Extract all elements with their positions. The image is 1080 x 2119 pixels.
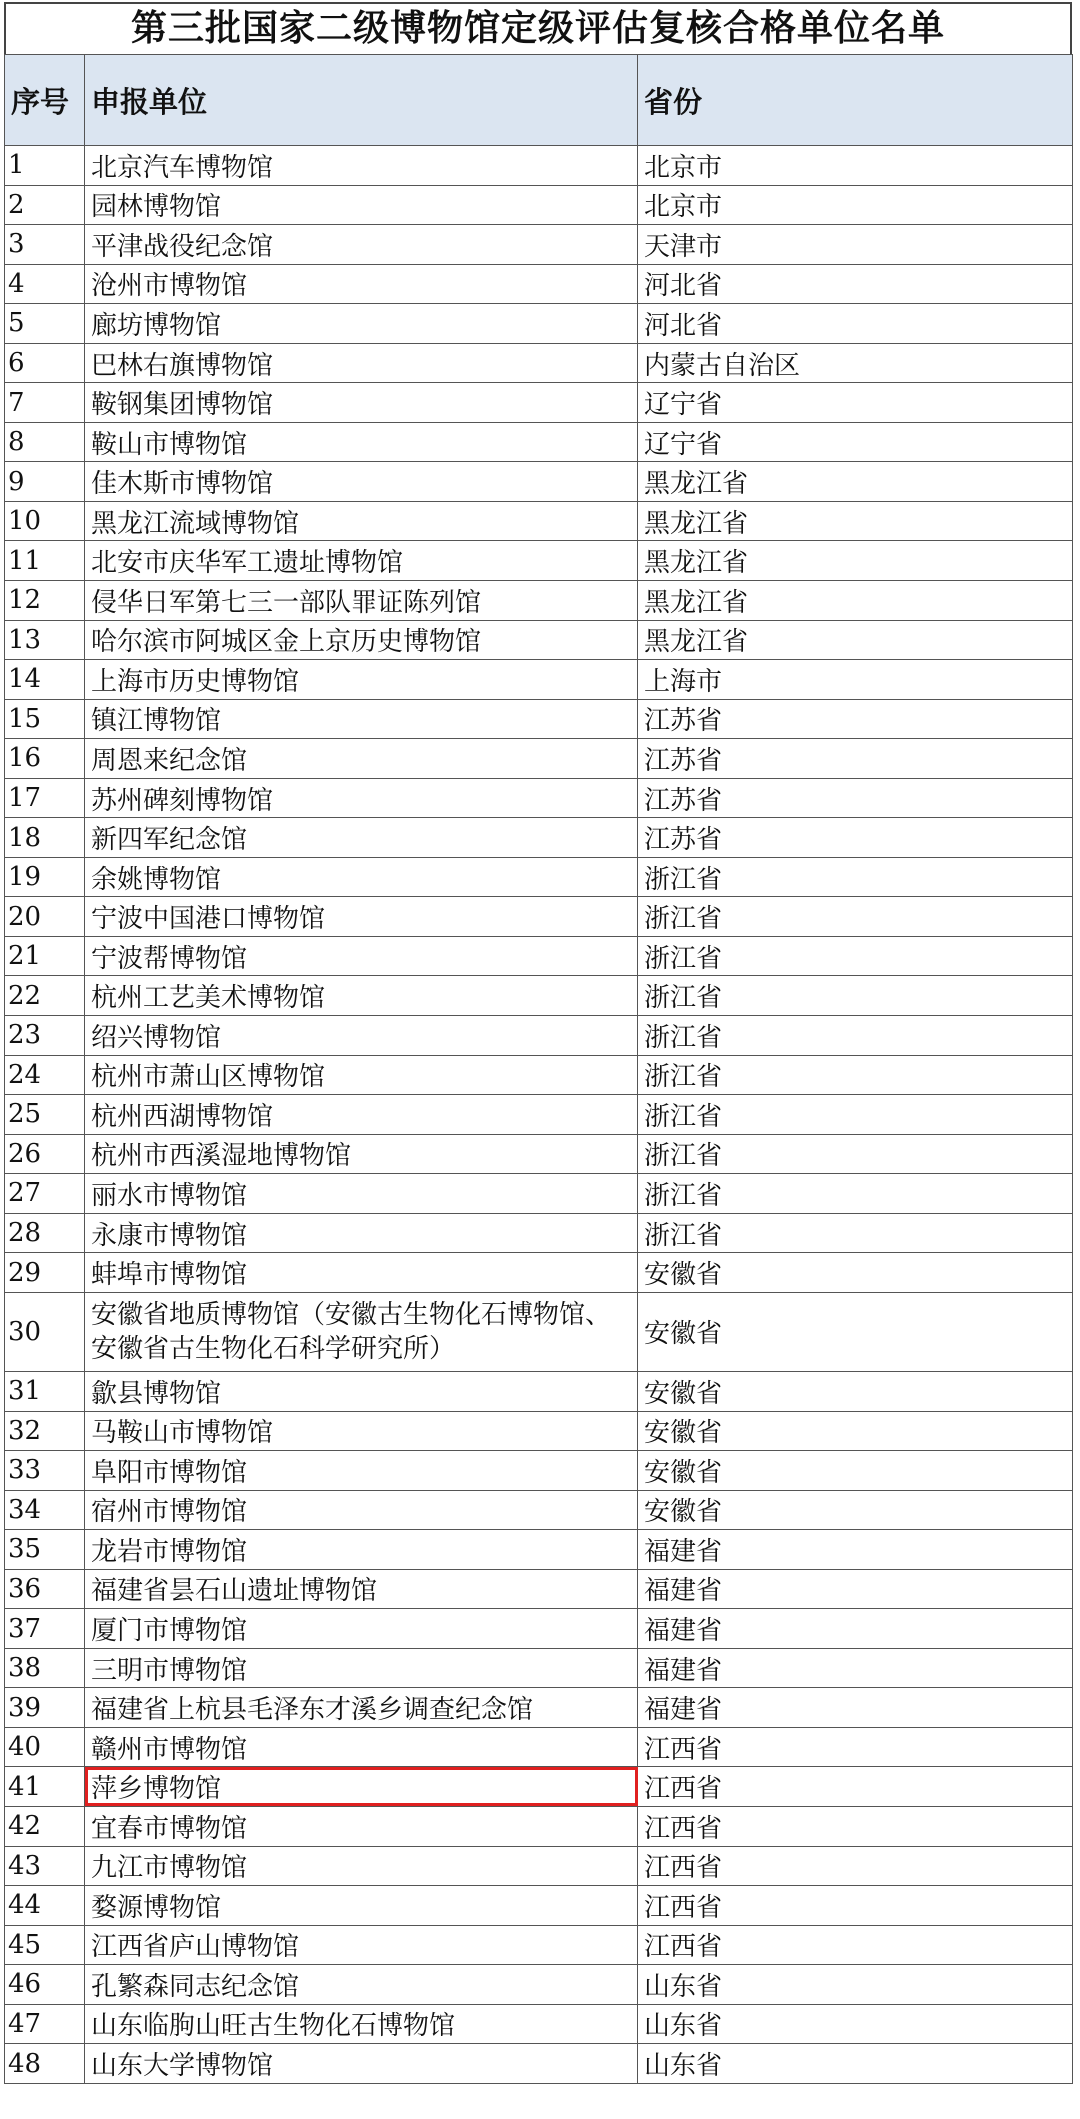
cell-province: 山东省 [638,2004,1073,2044]
table-row [5,699,1073,739]
cell-unit: 马鞍山市博物馆 [85,1411,638,1451]
cell-unit: 安徽省地质博物馆（安徽古生物化石博物馆、安徽省古生物化石科学研究所） [85,1292,638,1371]
table-row [5,264,1073,304]
cell-province: 安徽省 [638,1292,1073,1371]
cell-index: 17 [5,778,85,818]
cell-province: 山东省 [638,1965,1073,2005]
table-row [5,2004,1073,2044]
table-row [5,1767,1073,1807]
cell-unit: 佳木斯市博物馆 [85,462,638,502]
cell-index: 41 [5,1767,85,1807]
table-row [5,1292,1073,1371]
table-row [5,1253,1073,1293]
cell-index: 8 [5,422,85,462]
cell-unit: 杭州市西溪湿地博物馆 [85,1134,638,1174]
cell-unit: 厦门市博物馆 [85,1609,638,1649]
table-row [5,1490,1073,1530]
cell-index: 21 [5,936,85,976]
table-row [5,1213,1073,1253]
cell-index: 42 [5,1806,85,1846]
cell-province: 山东省 [638,2044,1073,2084]
cell-unit: 鞍钢集团博物馆 [85,383,638,423]
cell-province: 黑龙江省 [638,462,1073,502]
table-row [5,185,1073,225]
cell-unit: 沧州市博物馆 [85,264,638,304]
table-row [5,1569,1073,1609]
cell-unit: 哈尔滨市阿城区金上京历史博物馆 [85,620,638,660]
cell-province: 江苏省 [638,818,1073,858]
cell-province: 浙江省 [638,1134,1073,1174]
cell-index: 37 [5,1609,85,1649]
cell-province: 浙江省 [638,976,1073,1016]
cell-province: 安徽省 [638,1253,1073,1293]
cell-index: 20 [5,897,85,937]
cell-unit: 永康市博物馆 [85,1213,638,1253]
cell-province: 北京市 [638,185,1073,225]
cell-province: 辽宁省 [638,422,1073,462]
cell-unit: 宁波帮博物馆 [85,936,638,976]
cell-province: 浙江省 [638,1016,1073,1056]
cell-unit: 苏州碑刻博物馆 [85,778,638,818]
cell-unit: 北安市庆华军工遗址博物馆 [85,541,638,581]
cell-index: 44 [5,1886,85,1926]
cell-province: 浙江省 [638,1213,1073,1253]
table-row [5,501,1073,541]
cell-province: 黑龙江省 [638,620,1073,660]
cell-unit: 园林博物馆 [85,185,638,225]
cell-province: 北京市 [638,146,1073,186]
table-row [5,383,1073,423]
cell-index: 10 [5,501,85,541]
cell-index: 12 [5,581,85,621]
cell-unit: 上海市历史博物馆 [85,660,638,700]
table-row [5,1411,1073,1451]
table-row [5,1134,1073,1174]
cell-unit: 镇江博物馆 [85,699,638,739]
cell-index: 9 [5,462,85,502]
table-row [5,1688,1073,1728]
cell-index: 23 [5,1016,85,1056]
cell-index: 3 [5,225,85,265]
cell-province: 河北省 [638,304,1073,344]
cell-index: 39 [5,1688,85,1728]
cell-province: 江苏省 [638,778,1073,818]
cell-unit: 福建省昙石山遗址博物馆 [85,1569,638,1609]
cell-index: 40 [5,1727,85,1767]
table-row [5,1727,1073,1767]
cell-province: 浙江省 [638,936,1073,976]
cell-index: 30 [5,1292,85,1371]
table-row [5,462,1073,502]
cell-unit: 九江市博物馆 [85,1846,638,1886]
cell-unit: 赣州市博物馆 [85,1727,638,1767]
cell-index: 28 [5,1213,85,1253]
table-row [5,422,1073,462]
cell-province: 黑龙江省 [638,501,1073,541]
table-row [5,581,1073,621]
cell-index: 22 [5,976,85,1016]
table-row [5,778,1073,818]
cell-index: 24 [5,1055,85,1095]
cell-unit: 丽水市博物馆 [85,1174,638,1214]
cell-index: 14 [5,660,85,700]
cell-province: 江苏省 [638,739,1073,779]
table-row [5,1055,1073,1095]
cell-province: 天津市 [638,225,1073,265]
cell-unit: 黑龙江流域博物馆 [85,501,638,541]
cell-province: 江西省 [638,1925,1073,1965]
cell-unit: 山东大学博物馆 [85,2044,638,2084]
cell-unit: 婺源博物馆 [85,1886,638,1926]
table-row [5,1648,1073,1688]
cell-unit: 福建省上杭县毛泽东才溪乡调查纪念馆 [85,1688,638,1728]
cell-province: 辽宁省 [638,383,1073,423]
table-row [5,1095,1073,1135]
cell-province: 江西省 [638,1806,1073,1846]
cell-province: 河北省 [638,264,1073,304]
cell-province: 福建省 [638,1688,1073,1728]
cell-province: 安徽省 [638,1371,1073,1411]
cell-unit: 新四军纪念馆 [85,818,638,858]
cell-province: 安徽省 [638,1411,1073,1451]
cell-province: 黑龙江省 [638,541,1073,581]
cell-index: 18 [5,818,85,858]
cell-index: 11 [5,541,85,581]
cell-province: 上海市 [638,660,1073,700]
table-row [5,225,1073,265]
cell-province: 江西省 [638,1727,1073,1767]
table-body [5,146,1073,2084]
cell-index: 1 [5,146,85,186]
table-row [5,1609,1073,1649]
table-row [5,1965,1073,2005]
cell-province: 浙江省 [638,1095,1073,1135]
cell-province: 浙江省 [638,1174,1073,1214]
cell-index: 38 [5,1648,85,1688]
table-row [5,1806,1073,1846]
cell-unit: 三明市博物馆 [85,1648,638,1688]
cell-index: 19 [5,857,85,897]
cell-index: 15 [5,699,85,739]
cell-unit: 山东临朐山旺古生物化石博物馆 [85,2004,638,2044]
table-row [5,146,1073,186]
cell-unit: 侵华日军第七三一部队罪证陈列馆 [85,581,638,621]
cell-index: 35 [5,1530,85,1570]
cell-unit: 宜春市博物馆 [85,1806,638,1846]
cell-index: 13 [5,620,85,660]
cell-unit: 杭州工艺美术博物馆 [85,976,638,1016]
header-unit: 申报单位 [85,55,638,146]
cell-index: 34 [5,1490,85,1530]
cell-province: 福建省 [638,1609,1073,1649]
table-row [5,620,1073,660]
cell-index: 48 [5,2044,85,2084]
cell-unit: 平津战役纪念馆 [85,225,638,265]
cell-unit: 巴林右旗博物馆 [85,343,638,383]
cell-unit: 歙县博物馆 [85,1371,638,1411]
table-row [5,1530,1073,1570]
cell-unit: 杭州西湖博物馆 [85,1095,638,1135]
cell-unit: 萍乡博物馆 [85,1767,638,1807]
table-row [5,739,1073,779]
cell-province: 内蒙古自治区 [638,343,1073,383]
cell-index: 33 [5,1451,85,1491]
cell-unit: 北京汽车博物馆 [85,146,638,186]
museum-table [4,54,1073,2084]
cell-unit: 杭州市萧山区博物馆 [85,1055,638,1095]
table-row [5,1846,1073,1886]
cell-index: 6 [5,343,85,383]
table-row [5,936,1073,976]
cell-index: 32 [5,1411,85,1451]
table-row [5,541,1073,581]
cell-province: 安徽省 [638,1490,1073,1530]
cell-unit: 周恩来纪念馆 [85,739,638,779]
cell-province: 江苏省 [638,699,1073,739]
header-province: 省份 [638,55,1073,146]
table-row [5,818,1073,858]
table-row [5,1451,1073,1491]
table-header-row [5,55,1073,146]
cell-province: 江西省 [638,1846,1073,1886]
cell-index: 27 [5,1174,85,1214]
cell-index: 31 [5,1371,85,1411]
table-row [5,304,1073,344]
header-index: 序号 [5,55,85,146]
table-row [5,660,1073,700]
cell-province: 浙江省 [638,1055,1073,1095]
cell-province: 福建省 [638,1569,1073,1609]
cell-index: 2 [5,185,85,225]
cell-province: 浙江省 [638,897,1073,937]
cell-unit: 宿州市博物馆 [85,1490,638,1530]
cell-index: 26 [5,1134,85,1174]
table-row [5,897,1073,937]
table-row [5,1886,1073,1926]
cell-unit: 蚌埠市博物馆 [85,1253,638,1293]
table-row [5,2044,1073,2084]
table-row [5,1371,1073,1411]
cell-province: 江西省 [638,1886,1073,1926]
cell-unit: 龙岩市博物馆 [85,1530,638,1570]
cell-index: 5 [5,304,85,344]
cell-index: 47 [5,2004,85,2044]
page-title: 第三批国家二级博物馆定级评估复核合格单位名单 [4,2,1072,54]
cell-province: 江西省 [638,1767,1073,1807]
cell-index: 7 [5,383,85,423]
cell-unit: 孔繁森同志纪念馆 [85,1965,638,2005]
cell-unit: 余姚博物馆 [85,857,638,897]
table-row [5,343,1073,383]
cell-index: 4 [5,264,85,304]
table-row [5,1925,1073,1965]
cell-province: 福建省 [638,1648,1073,1688]
cell-index: 25 [5,1095,85,1135]
cell-index: 45 [5,1925,85,1965]
cell-index: 46 [5,1965,85,2005]
table-row [5,1174,1073,1214]
cell-index: 16 [5,739,85,779]
cell-province: 安徽省 [638,1451,1073,1491]
table-row [5,1016,1073,1056]
cell-unit: 阜阳市博物馆 [85,1451,638,1491]
cell-province: 浙江省 [638,857,1073,897]
cell-unit: 宁波中国港口博物馆 [85,897,638,937]
cell-province: 黑龙江省 [638,581,1073,621]
museum-list-sheet [4,2,1072,2084]
cell-index: 43 [5,1846,85,1886]
table-row [5,976,1073,1016]
cell-index: 36 [5,1569,85,1609]
cell-unit: 江西省庐山博物馆 [85,1925,638,1965]
cell-unit: 绍兴博物馆 [85,1016,638,1056]
cell-index: 29 [5,1253,85,1293]
table-row [5,857,1073,897]
cell-province: 福建省 [638,1530,1073,1570]
cell-unit: 廊坊博物馆 [85,304,638,344]
cell-unit: 鞍山市博物馆 [85,422,638,462]
